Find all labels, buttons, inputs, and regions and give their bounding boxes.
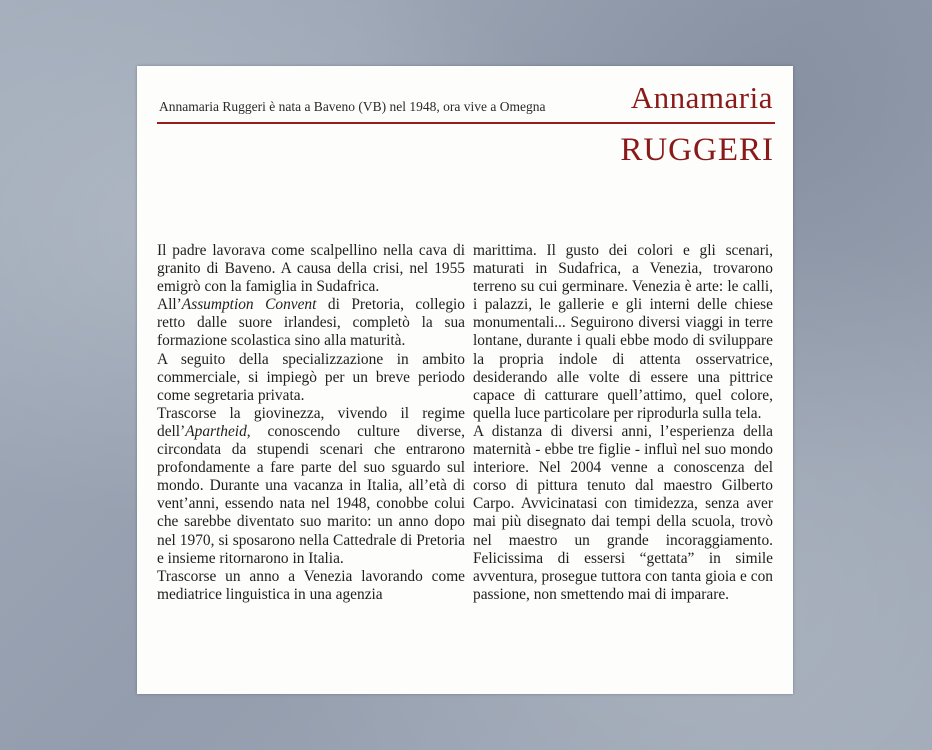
paragraph-5: Trascorse un anno a Venezia lavorando come mediatrice linguistica in una agenzia [157,567,465,603]
artist-last-name: RUGGERI [620,132,774,168]
paragraph-2-italic: Assumption Convent [181,296,317,314]
paragraph-2 [157,296,465,350]
artist-first-name: Annamaria [630,80,773,115]
paragraph-2-end: di Pretoria, collegio retto dalle suore irlandesi, completò la sua formazione scolastica sino alla maturità. [157,296,465,350]
text-column-right [473,242,773,604]
text-column-left [157,242,465,604]
paragraph-3: A seguito della specializzazione in ambito commerciale, si impiegò per un breve periodo come segretaria privata. [157,350,465,404]
header-subtitle: Annamaria Ruggeri è nata a Baveno (VB) nel 1948, ora vive a Omegna [159,99,546,114]
biography-card [137,66,793,694]
paragraph-2-start: All’ [157,296,182,314]
paragraph-4-italic: Apartheid [185,422,247,440]
paragraph-4 [157,405,465,568]
paragraph-4-end: , conoscendo culture diverse, circondata da stupendi scenari che entrarono profondamente a fare parte del suo sguardo sul mondo. Durante una vacanza in Italia, all’età di vent’anni, essendo nata nel 1948, conobbe colui che sarebbe diventato suo marito: un anno dopo nel 1970, si sposarono nella Cattedrale di Pretoria e insieme ritornarono in Italia. [157,422,465,567]
paragraph-7: A distanza di diversi anni, l’esperienza della maternità - ebbe tre figlie - influì nel suo mondo interiore. Nel 2004 venne a conoscenza del corso di pittura tenuto dal maestro Gilberto Carpo. Avvicinatasi con timidezza, senza aver mai più disegnato dai tempi della scuola, trovò nel maestro un grande incoraggiamento. Felicissima di essersi “gettata” in simile avventura, prosegue tuttora con tanta gioia e con passione, non smettendo mai di imparare. [473,422,773,603]
header-divider [157,122,775,124]
paragraph-6: marittima. Il gusto dei colori e gli scenari, maturati in Sudafrica, a Venezia, trovarono terreno su cui germinare. Venezia è arte: le calli, i palazzi, le gallerie e gli interni delle chiese monumentali... Seguirono diversi viaggi in terre lontane, durante i quali ebbe modo di sviluppare la propria indole di attenta osservatrice, desiderando alle volte di essere una pittrice capace di catturare quell’attimo, quel colore, quella luce particolare per riprodurla sulla tela. [473,242,773,422]
paragraph-4-start: Trascorse la giovinezza, vivendo il regime dell’ [157,404,465,440]
paragraph-1: Il padre lavorava come scalpellino nella cava di granito di Baveno. A causa della crisi, nel 1955 emigrò con la famiglia in Sudafrica. [157,242,465,296]
